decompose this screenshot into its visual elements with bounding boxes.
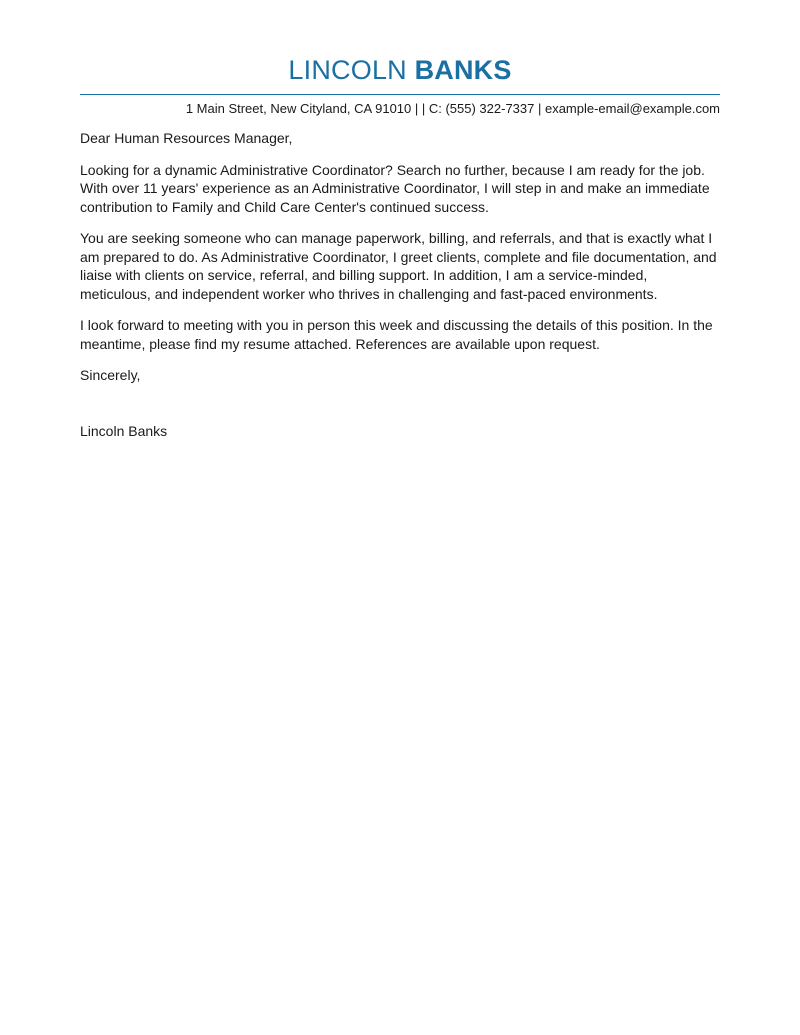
signature-name: Lincoln Banks bbox=[80, 422, 168, 439]
closing: Sincerely, bbox=[80, 367, 141, 383]
applicant-first-name: LINCOLN bbox=[288, 55, 407, 85]
applicant-name-header bbox=[80, 52, 720, 88]
applicant-last-name: BANKS bbox=[414, 55, 512, 85]
letter-body bbox=[80, 129, 720, 440]
letter-paragraph-2: You are seeking someone who can manage paperwork, billing, and referrals, and that is exactly what I am prepared to do. As Administrative Coordinator, I greet clients, complete and file documentation, and liaise with clients on service, referral, and billing support. In addition, I am a service-minded, meticulous, and independent worker who thrives in challenging and fast-paced environments. bbox=[80, 230, 717, 302]
header-divider bbox=[80, 94, 720, 95]
letter-paragraph-3: I look forward to meeting with you in person this week and discussing the details of this position. In the meantime, please find my resume attached. References are available upon request. bbox=[80, 317, 713, 352]
letter-paragraph-1: Looking for a dynamic Administrative Coordinator? Search no further, because I am ready for the job. With over 11 years' experience as an Administrative Coordinator, I will step in and make an immediate contribution to Family and Child Care Center's continued success. bbox=[80, 161, 710, 215]
contact-info-line: 1 Main Street, New Cityland, CA 91010 | | C: (555) 322-7337 | example-email@example.com bbox=[185, 101, 720, 116]
salutation: Dear Human Resources Manager, bbox=[80, 130, 293, 146]
